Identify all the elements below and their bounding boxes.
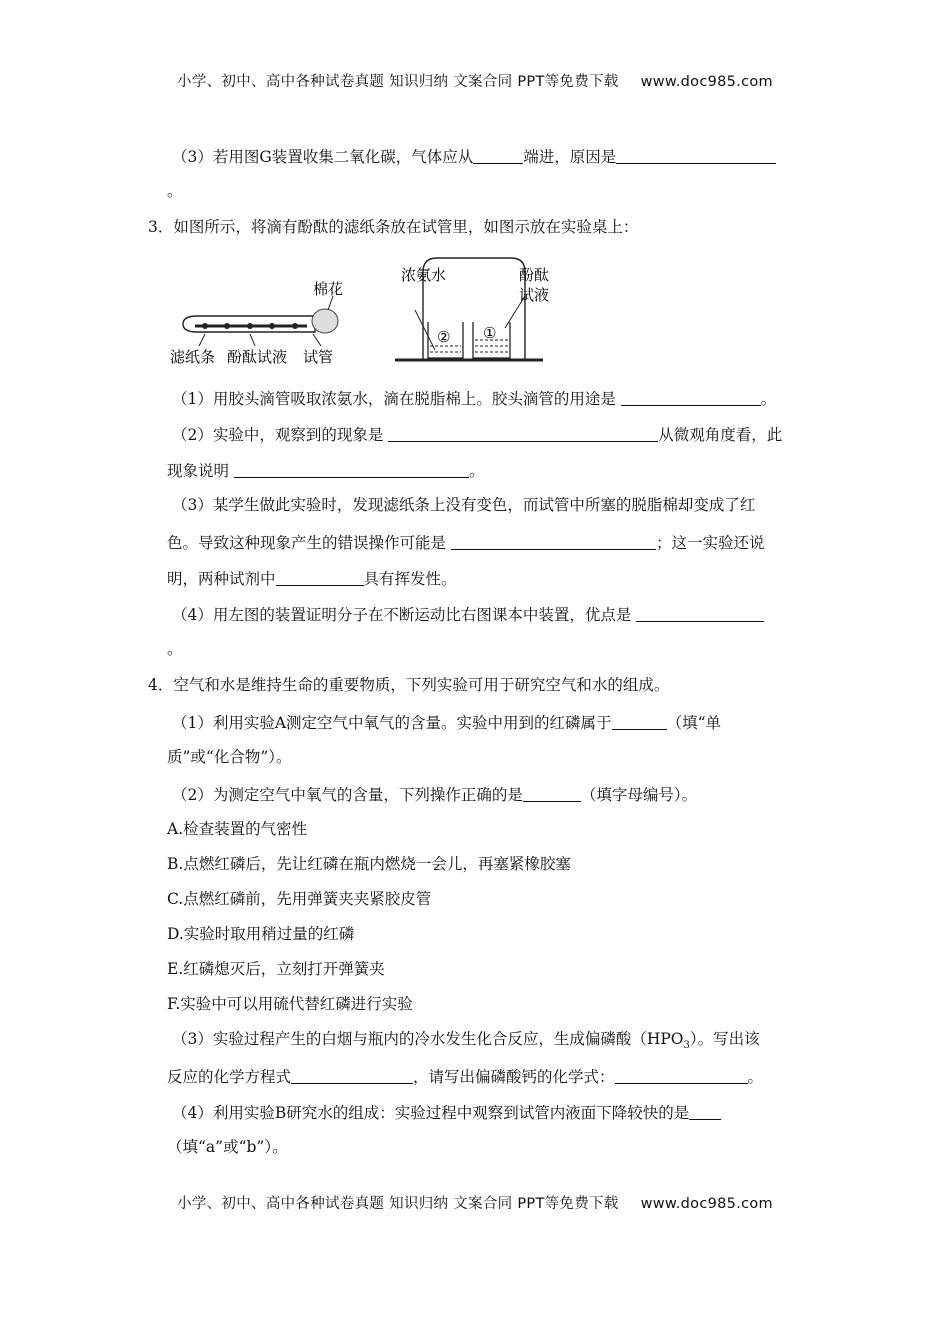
q2-part3-end: 。	[167, 182, 183, 200]
q3-part3: （3）某学生做此实验时，发现滤纸条上没有变色，而试管中所塞的脱脂棉却变成了红	[172, 496, 756, 514]
answer-blank	[234, 462, 469, 478]
answer-blank	[616, 148, 776, 164]
svg-text:②: ②	[437, 328, 451, 346]
answer-blank	[451, 534, 656, 550]
q4-option-e: E.红磷熄灭后，立刻打开弹簧夹	[167, 960, 385, 978]
svg-text:试液: 试液	[519, 286, 550, 304]
header-text: 小学、初中、高中各种试卷真题 知识归纳 文案合同 PPT等免费下载	[177, 74, 619, 90]
q3-figure	[165, 250, 565, 370]
q3-part4: （4）用左图的装置证明分子在不断运动比右图课本中装置，优点是	[172, 606, 764, 624]
q3-part1: （1）用胶头滴管吸取浓氨水，滴在脱脂棉上。胶头滴管的用途是 。	[172, 390, 777, 408]
q3-part2-cont: 现象说明 。	[167, 462, 485, 480]
q4-part3: （3）实验过程产生的白烟与瓶内的冷水发生化合反应，生成偏磷酸$(HPO_3)$。写出该	[172, 1030, 760, 1052]
footer-site: www.doc985.com	[640, 1196, 773, 1212]
page-header	[0, 70, 950, 91]
q4-option-c: C.点燃红磷前，先用弹簧夹夹紧胶皮管	[167, 890, 432, 908]
q4-part3-cont: 反应的化学方程式 ，请写出偏磷酸钙的化学式： 。	[167, 1068, 764, 1086]
q3-part3-cont2: 明，两种试剂中 具有挥发性。	[167, 570, 457, 588]
svg-text:浓氨水: 浓氨水	[401, 266, 447, 284]
answer-blank	[388, 426, 658, 442]
q4-stem: 4．空气和水是维持生命的重要物质，下列实验可用于研究空气和水的组成。	[148, 676, 670, 694]
q3-part3-cont: 色。导致这种现象产生的错误操作可能是 ；这一实验还说	[167, 534, 765, 552]
q3-part2: （2）实验中，观察到的现象是 从微观角度看，此	[172, 426, 783, 444]
answer-blank	[612, 714, 667, 730]
svg-text:滤纸条: 滤纸条	[170, 348, 216, 366]
q4-option-a: A.检查装置的气密性	[167, 820, 308, 838]
svg-text:试管: 试管	[303, 348, 334, 366]
header-site: www.doc985.com	[640, 74, 773, 90]
q4-option-d: D.实验时取用稍过量的红磷	[167, 925, 355, 943]
footer-text: 小学、初中、高中各种试卷真题 知识归纳 文案合同 PPT等免费下载	[177, 1196, 619, 1212]
answer-blank	[636, 606, 764, 622]
horizontal-test-tube-figure	[170, 280, 343, 366]
answer-blank	[276, 570, 364, 586]
answer-blank	[621, 390, 761, 406]
answer-blank	[291, 1068, 413, 1084]
q4-part2: （2）为测定空气中氧气的含量，下列操作正确的是 （填字母编号）。	[172, 786, 698, 804]
q3-part4-end: 。	[167, 640, 183, 658]
svg-text:①: ①	[483, 324, 497, 342]
answer-blank	[523, 786, 581, 802]
answer-blank	[615, 1068, 748, 1084]
svg-text:酚酞试液: 酚酞试液	[227, 348, 288, 366]
q4-option-b: B.点燃红磷后，先让红磷在瓶内燃烧一会儿，再塞紧橡胶塞	[167, 855, 571, 873]
q3-stem: 3．如图所示，将滴有酚酞的滤纸条放在试管里，如图示放在实验桌上：	[148, 218, 639, 236]
q4-part4: （4）利用实验B研究水的组成：实验过程中观察到试管内液面下降较快的是	[172, 1104, 721, 1122]
q2-part3: （3）若用图G装置收集二氧化碳，气体应从 端进，原因是	[172, 148, 776, 166]
q4-part1: （1）利用实验A测定空气中氧气的含量。实验中用到的红磷属于 （填“单	[172, 714, 721, 732]
q4-option-f: F.实验中可以用硫代替红磷进行实验	[167, 995, 413, 1013]
answer-blank	[473, 148, 523, 164]
svg-text:酚酞: 酚酞	[519, 266, 550, 284]
bell-jar-figure	[395, 258, 549, 360]
svg-text:棉花: 棉花	[313, 280, 344, 298]
q4-part1-cont: 质”或“化合物”）。	[167, 748, 292, 766]
q4-part4-cont: （填“a”或“b”）。	[167, 1138, 288, 1156]
page-footer	[0, 1192, 950, 1213]
answer-blank	[689, 1104, 721, 1120]
